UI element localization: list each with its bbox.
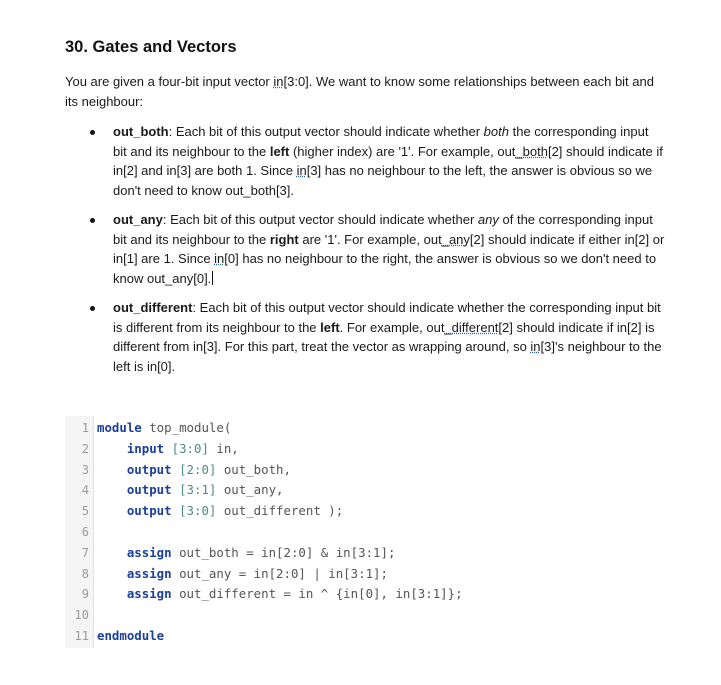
- code-range: [2:0]: [171, 461, 217, 477]
- bullet-out-different: [65, 298, 665, 376]
- code-range: [3:1]: [171, 482, 217, 498]
- page-title: 30. Gates and Vectors: [65, 38, 237, 56]
- code-text: input [3:0] in,: [126, 440, 239, 456]
- bullet-emphasis: both: [483, 124, 509, 139]
- bullet-text: the corresponding input bit and its neighbour to the: [113, 124, 649, 159]
- code-text: module top_module(: [97, 420, 232, 435]
- code-keyword: assign: [126, 544, 172, 560]
- bullet-text: [2] should indicate if in[2] and in[3] are both 1. Since: [113, 143, 663, 178]
- line-number: 7: [81, 545, 89, 560]
- text-cursor: [212, 271, 213, 285]
- bullet-text: [3]'s neighbour to the left is in[0].: [113, 339, 662, 374]
- code-text: assign out_different = in ^ {in[0], in[3:1]};: [126, 586, 463, 602]
- line-number: 5: [81, 504, 89, 519]
- bullet-underlined: _any: [441, 231, 470, 247]
- bullet-underlined: _different: [444, 319, 499, 335]
- intro-paragraph: [65, 72, 665, 111]
- bullet-text: . For example, out: [339, 319, 445, 335]
- bullet-text: : Each bit of this output vector should indicate whether the corresponding input bit is different from its neighbour to the: [113, 300, 661, 335]
- bullet-text: [2] should indicate if either in[2] or in[1] are 1. Since: [113, 231, 665, 266]
- line-number: 6: [81, 525, 89, 539]
- line-number: 11: [74, 629, 89, 643]
- code-block: [65, 416, 665, 648]
- bullet-out-both: [65, 122, 665, 200]
- bullet-underlined: in: [530, 339, 541, 354]
- bullet-text: [0] has no neighbour to the right, the answer is obvious so we don't need to know out_any[0].: [113, 251, 657, 286]
- line-number: 1: [81, 421, 89, 435]
- code-keyword: input: [126, 440, 165, 456]
- line-number: 3: [81, 462, 89, 477]
- bullet-text: are '1'. For example, out: [298, 231, 442, 247]
- code-keyword: output: [126, 503, 172, 519]
- bullet-text: (higher index) are '1'. For example, out: [289, 143, 516, 159]
- line-number: 4: [81, 483, 89, 498]
- line-number: 8: [81, 566, 89, 581]
- bullet-list: [65, 122, 665, 376]
- bullet-term: out_both: [113, 124, 169, 139]
- code-text: [97, 626, 164, 647]
- bullet-term: out_any: [113, 212, 163, 227]
- bullet-out-any: [65, 210, 665, 288]
- bullet-underlined: in: [214, 251, 225, 266]
- bullet-text: [3] has no neighbour to the left, the answer is obvious so we don't need to know out_both[3].: [113, 163, 653, 198]
- code-range: [3:0]: [164, 440, 209, 456]
- bullet-text: [2] should indicate if in[2] is different from in[3]. For this part, treat the vector as wrapping around, so: [113, 319, 655, 354]
- bullet-text: : Each bit of this output vector should indicate whether: [168, 124, 484, 139]
- bullet-strong: left: [269, 143, 290, 159]
- intro-text-1: You are given a four-bit input vector: [65, 74, 274, 89]
- intro-text-2: [3:0]. We want to know some relationships between each bit and its neighbour:: [65, 74, 654, 109]
- bullet-text: of the corresponding input bit and its neighbour to the: [113, 212, 653, 247]
- bullet-strong: left: [320, 319, 340, 335]
- code-text: output [3:1] out_any,: [126, 482, 284, 498]
- code-text: assign out_both = in[2:0] & in[3:1];: [126, 544, 396, 560]
- code-keyword: output: [126, 461, 172, 477]
- bullet-strong: right: [269, 231, 299, 247]
- bullet-dot-icon: [90, 306, 95, 311]
- bullet-dot-icon: [90, 218, 95, 223]
- code-text: assign out_any = in[2:0] | in[3:1];: [126, 565, 388, 581]
- bullet-term: out_different: [113, 300, 193, 315]
- code-text: output [3:0] out_different );: [126, 503, 344, 519]
- code-keyword: endmodule: [97, 628, 165, 643]
- line-number: 2: [81, 441, 89, 456]
- code-text: output [2:0] out_both,: [126, 461, 291, 477]
- line-number: 9: [81, 587, 89, 602]
- code-range: [3:0]: [171, 503, 217, 519]
- code-keyword: module: [97, 420, 142, 435]
- bullet-emphasis: any: [477, 212, 499, 227]
- bullet-underlined: in: [296, 163, 307, 178]
- code-keyword: assign: [126, 565, 172, 581]
- bullet-dot-icon: [90, 130, 95, 135]
- bullet-underlined: _both: [515, 143, 548, 159]
- line-number: 10: [74, 608, 89, 623]
- bullet-text: : Each bit of this output vector should indicate whether: [162, 212, 478, 227]
- code-keyword: output: [126, 482, 172, 498]
- intro-in-ref: in: [273, 74, 284, 89]
- code-keyword: assign: [126, 586, 172, 602]
